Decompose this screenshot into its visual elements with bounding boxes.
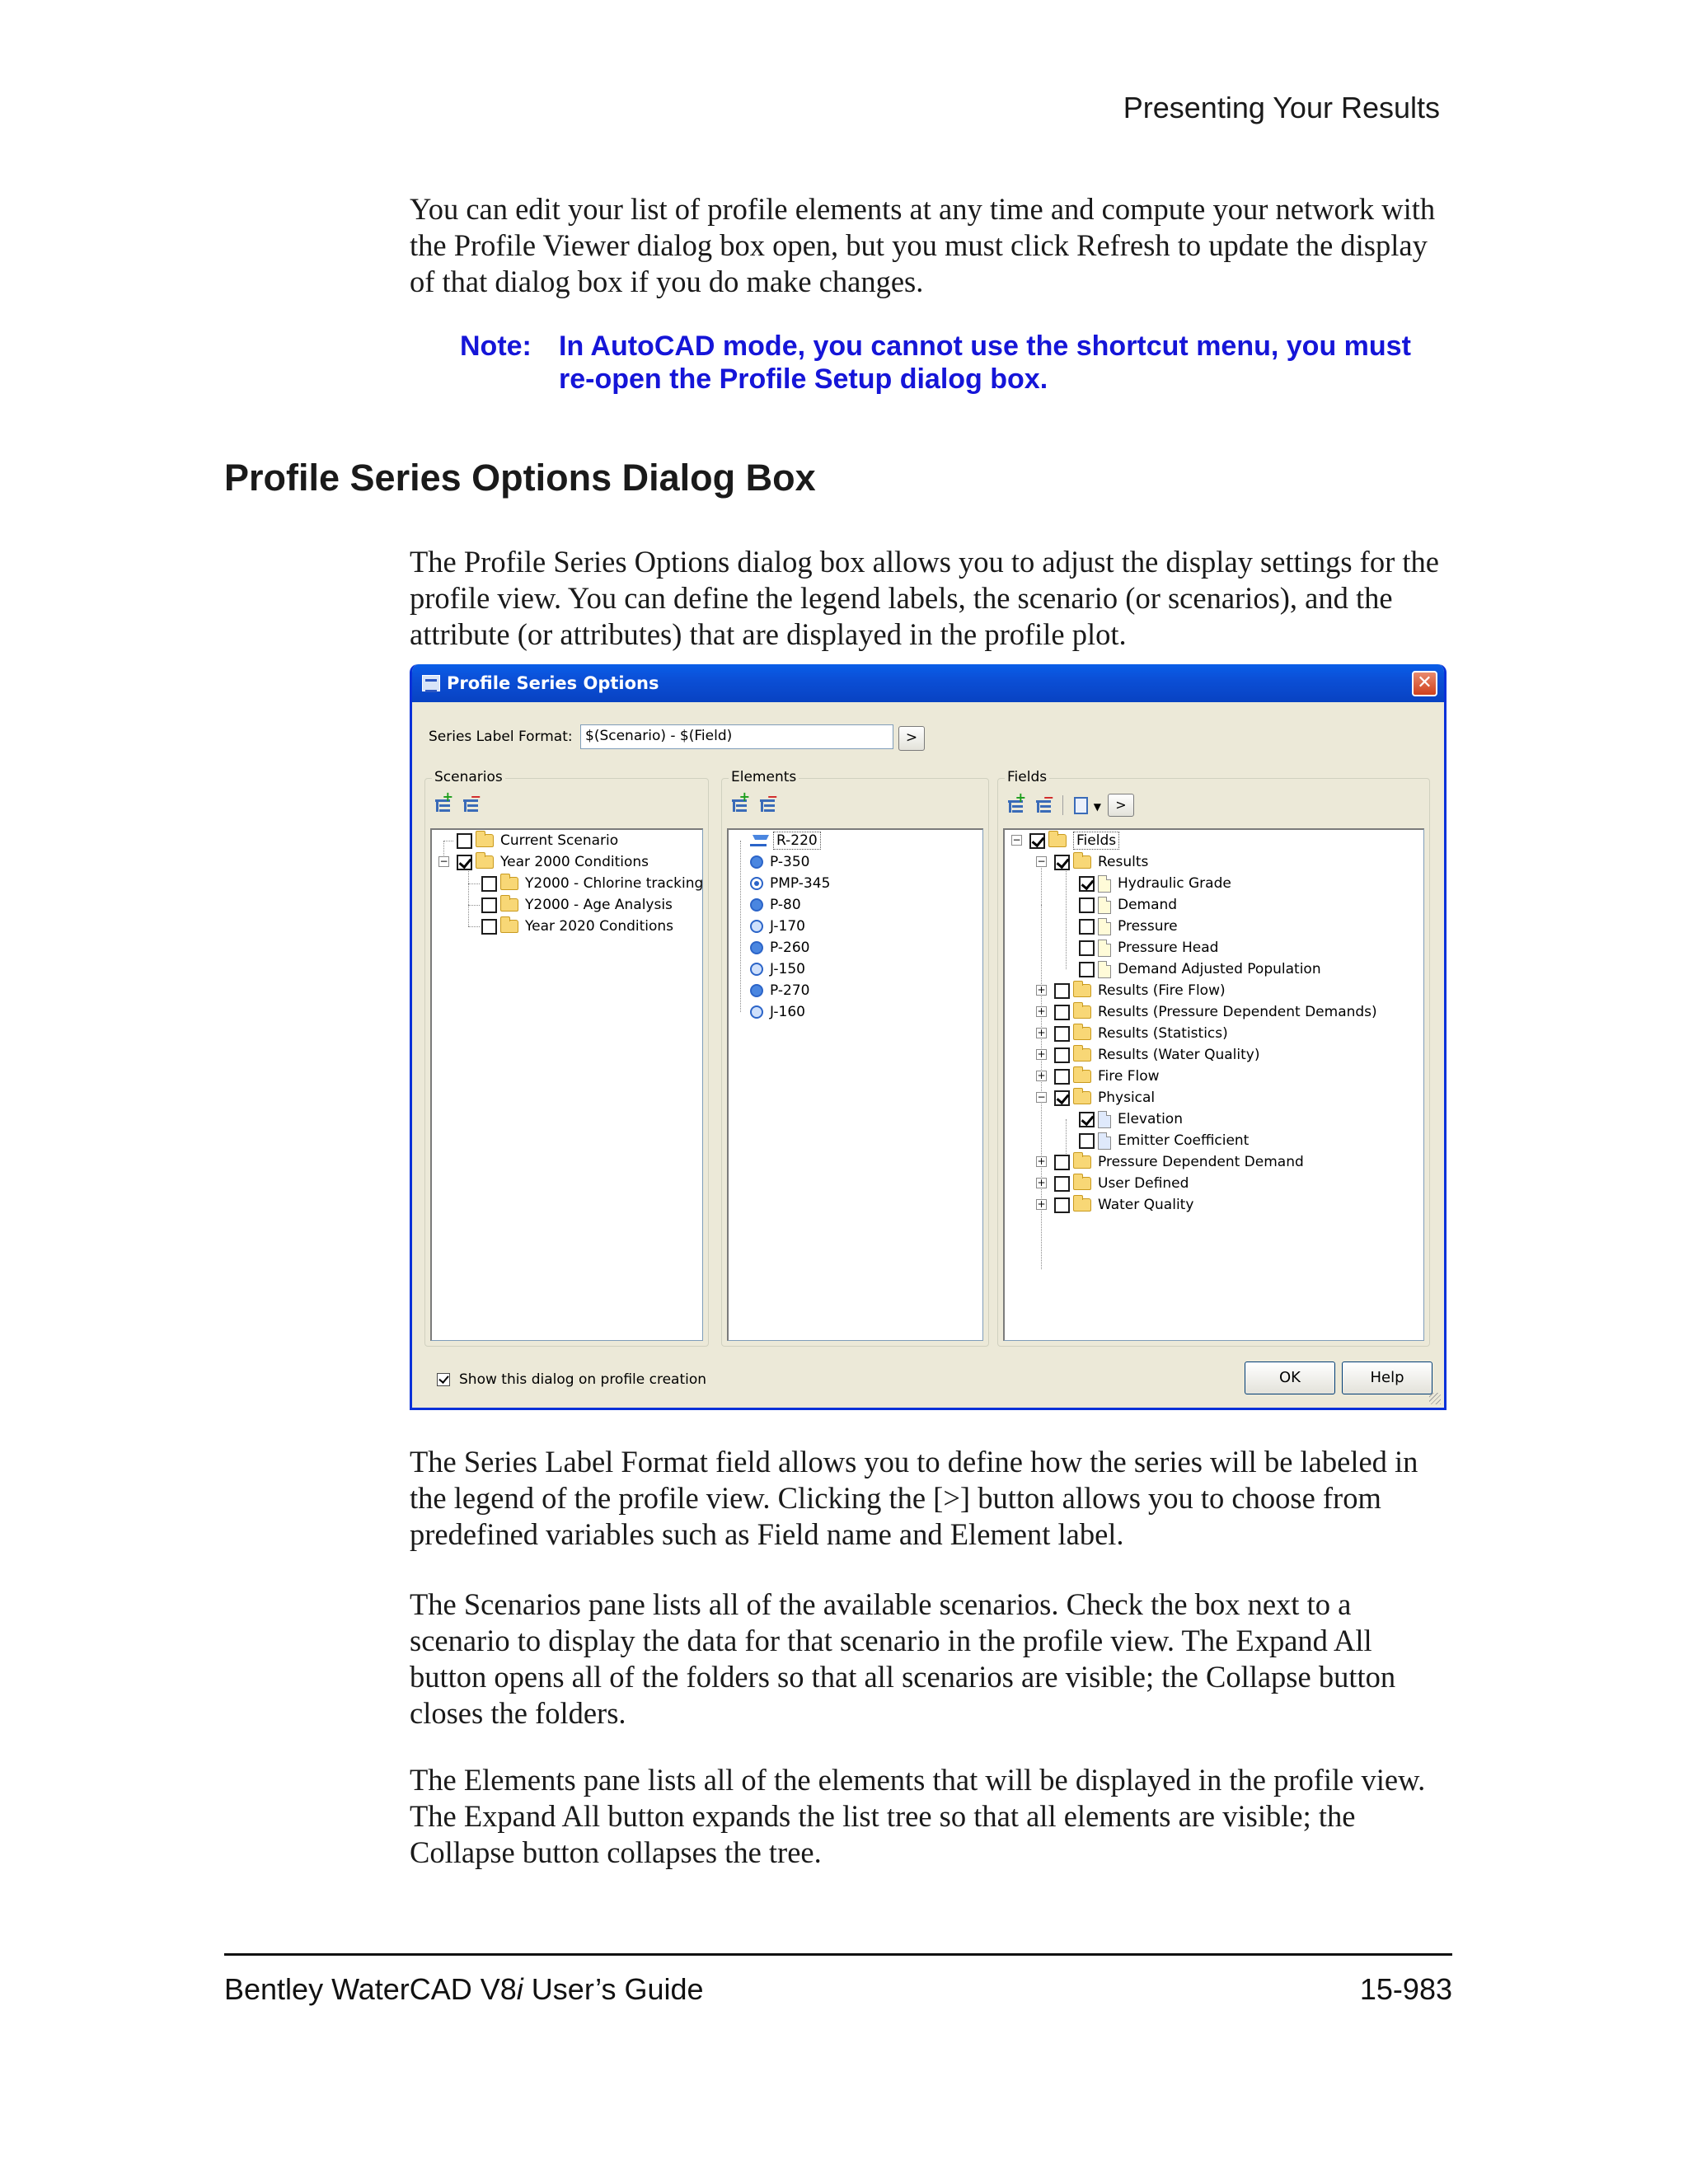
- checkbox[interactable]: [481, 919, 497, 935]
- field-label: Emitter Coefficient: [1118, 1132, 1250, 1149]
- expand-toggle-icon[interactable]: +: [1037, 1070, 1046, 1081]
- expand-all-icon[interactable]: +: [1005, 794, 1026, 816]
- checkbox[interactable]: [1054, 1155, 1070, 1170]
- scenario-label: Year 2000 Conditions: [500, 854, 649, 870]
- folder-icon: [500, 877, 518, 890]
- field-item[interactable]: [1054, 1194, 1193, 1216]
- elements-group: [721, 769, 989, 1347]
- checkbox[interactable]: [1079, 898, 1095, 913]
- scenario-label: Year 2020 Conditions: [525, 918, 674, 935]
- checkbox[interactable]: [1054, 1197, 1070, 1213]
- expand-toggle-icon[interactable]: +: [1037, 1048, 1046, 1060]
- section-heading: Profile Series Options Dialog Box: [224, 457, 816, 499]
- element-item[interactable]: [750, 894, 801, 916]
- document-icon: [1098, 897, 1111, 914]
- pipe-icon: [750, 855, 763, 869]
- element-label: P-270: [770, 982, 810, 999]
- checkbox[interactable]: [457, 833, 472, 849]
- collapse-toggle-icon[interactable]: −: [1037, 1091, 1046, 1103]
- scenarios-paragraph: The Scenarios pane lists all of the available scenarios. Check the box next to a scenario to display the data for that scenario in the profile view. The Expand All button opens all of the folders so that all scenarios are visible; the Collapse button closes the folders.: [410, 1587, 1396, 1730]
- element-item[interactable]: [750, 958, 805, 980]
- checkbox[interactable]: [1054, 855, 1070, 870]
- field-item[interactable]: [1079, 916, 1178, 937]
- note-block: [460, 330, 1449, 396]
- field-item[interactable]: [1079, 894, 1177, 916]
- intro-paragraph: You can edit your list of profile elements at any time and compute your network with the Profile Viewer dialog box open, but you must click Refresh to update the display of that dialog box if you do make changes.: [410, 192, 1436, 298]
- folder-icon: [1073, 855, 1091, 869]
- scenario-item[interactable]: [457, 830, 618, 851]
- expand-all-icon[interactable]: +: [432, 794, 453, 815]
- show-on-creation-label: Show this dialog on profile creation: [459, 1371, 707, 1388]
- element-item[interactable]: [750, 1001, 805, 1023]
- pipe-icon: [750, 898, 763, 912]
- field-label: Results (Statistics): [1098, 1025, 1228, 1042]
- element-item[interactable]: [750, 851, 809, 873]
- note-label: Note:: [460, 330, 532, 362]
- footer-guide-title: [224, 1972, 704, 2007]
- collapse-toggle-icon[interactable]: −: [1012, 834, 1021, 846]
- elements-toolbar: [729, 789, 778, 815]
- junction-icon: [750, 1005, 763, 1019]
- folder-icon: [476, 834, 494, 847]
- field-item[interactable]: [1079, 958, 1321, 980]
- series-label-format-label: Series Label Format:: [429, 729, 573, 745]
- document-icon: [1098, 961, 1111, 978]
- pump-icon: [750, 877, 763, 890]
- ok-button[interactable]: OK: [1245, 1361, 1335, 1394]
- field-item[interactable]: [1079, 937, 1218, 958]
- show-on-creation-checkbox[interactable]: [437, 1373, 450, 1386]
- field-label: Results (Fire Flow): [1098, 982, 1226, 999]
- scenario-item[interactable]: [481, 894, 673, 916]
- footer-rule: [224, 1953, 1452, 1956]
- dialog-title: Profile Series Options: [447, 673, 659, 693]
- field-label: User Defined: [1098, 1175, 1189, 1192]
- scenario-label: Y2000 - Chlorine tracking: [525, 875, 704, 892]
- field-label: Water Quality: [1098, 1197, 1194, 1213]
- document-icon: [1098, 1111, 1111, 1128]
- guide-title-main: Bentley WaterCAD V8: [224, 1972, 517, 2006]
- checkbox[interactable]: [1054, 1069, 1070, 1085]
- folder-icon: [1073, 1070, 1091, 1083]
- field-item[interactable]: [1054, 1151, 1304, 1173]
- element-label: P-80: [770, 897, 801, 913]
- checkbox[interactable]: [1054, 1090, 1070, 1106]
- scenarios-toolbar: [432, 789, 481, 815]
- running-header: Presenting Your Results: [1123, 91, 1440, 124]
- toolbar-separator: [1062, 795, 1063, 815]
- checkbox[interactable]: [1079, 940, 1095, 956]
- elements-tree[interactable]: [727, 828, 983, 1341]
- collapse-toggle-icon[interactable]: −: [1037, 855, 1046, 867]
- element-label: J-150: [770, 961, 805, 977]
- field-label: Elevation: [1118, 1111, 1183, 1127]
- folder-icon: [1073, 984, 1091, 997]
- checkbox[interactable]: [1054, 1026, 1070, 1042]
- document-icon: [1098, 1132, 1111, 1150]
- element-item[interactable]: [750, 980, 809, 1001]
- element-item[interactable]: [750, 937, 809, 958]
- expand-toggle-icon[interactable]: +: [1037, 1005, 1046, 1017]
- checkbox[interactable]: [1054, 1176, 1070, 1192]
- checkbox[interactable]: [457, 855, 472, 870]
- document-icon: [1098, 918, 1111, 935]
- profile-series-options-dialog: [410, 664, 1447, 1410]
- pipe-icon: [750, 941, 763, 954]
- pipe-icon: [750, 984, 763, 997]
- field-item[interactable]: [1079, 1130, 1249, 1151]
- guide-title-suffix: User’s Guide: [523, 1972, 704, 2006]
- element-label: P-260: [770, 940, 810, 956]
- checkbox[interactable]: [1054, 983, 1070, 999]
- folder-icon: [476, 855, 494, 869]
- checkbox[interactable]: [481, 898, 497, 913]
- element-label: P-350: [770, 854, 810, 870]
- checkbox[interactable]: [1054, 1005, 1070, 1020]
- scenarios-tree[interactable]: [430, 828, 703, 1341]
- field-item[interactable]: [1054, 1173, 1189, 1194]
- guide-title-italic: i: [516, 1972, 523, 2006]
- folder-icon: [1073, 1177, 1091, 1190]
- junction-icon: [750, 920, 763, 933]
- series-label-format-input[interactable]: $(Scenario) - $(Field): [580, 724, 893, 749]
- field-label: Demand Adjusted Population: [1118, 961, 1321, 977]
- field-item[interactable]: [1054, 1023, 1228, 1044]
- reservoir-icon: [750, 835, 767, 846]
- dialog-titlebar: [412, 664, 1444, 702]
- field-item[interactable]: [1079, 873, 1231, 894]
- folder-icon: [1073, 1198, 1091, 1212]
- scenario-item[interactable]: [481, 916, 673, 937]
- footer-page-number: 15-983: [1359, 1972, 1452, 2006]
- document-icon: [1098, 940, 1111, 957]
- folder-icon: [500, 898, 518, 912]
- app-icon: [422, 675, 440, 691]
- field-item[interactable]: [1054, 851, 1148, 873]
- series-label-paragraph: The Series Label Format field allows you to define how the series will be labeled in the legend of the profile view. Clicking the [>] button allows you to choose from predefined variables such as Field name and Element label.: [410, 1445, 1418, 1551]
- checkbox[interactable]: [1079, 1133, 1095, 1149]
- field-label: Fields: [1073, 832, 1119, 850]
- scenario-item[interactable]: [481, 873, 703, 894]
- field-item[interactable]: [1029, 830, 1119, 851]
- collapse-icon[interactable]: −: [1033, 794, 1054, 816]
- fields-group: [997, 769, 1430, 1347]
- expand-toggle-icon[interactable]: +: [1037, 984, 1046, 996]
- field-label: Physical: [1098, 1090, 1156, 1106]
- field-label: Pressure: [1118, 918, 1178, 935]
- collapse-icon[interactable]: −: [757, 794, 778, 815]
- folder-icon: [1048, 834, 1067, 847]
- element-item[interactable]: [750, 916, 805, 937]
- field-label: Results (Pressure Dependent Demands): [1098, 1004, 1377, 1020]
- elements-paragraph: The Elements pane lists all of the elements that will be displayed in the profile view. The Expand All button expands the list tree so that all elements are visible; the Collapse button collapses the tree.: [410, 1763, 1426, 1869]
- field-label: Fire Flow: [1098, 1068, 1160, 1085]
- resize-grip-icon[interactable]: [1429, 1393, 1441, 1404]
- document-icon: [1098, 875, 1111, 893]
- fields-legend: Fields: [1005, 769, 1049, 785]
- junction-icon: [750, 963, 763, 976]
- note-text: In AutoCAD mode, you cannot use the shortcut menu, you must re-open the Profile Setup dialog box.: [559, 330, 1411, 395]
- fields-menu-button[interactable]: >: [1108, 794, 1134, 817]
- folder-icon: [1073, 1048, 1091, 1062]
- folder-icon: [1073, 1027, 1091, 1040]
- checkbox[interactable]: [1054, 1047, 1070, 1063]
- checkbox[interactable]: [481, 876, 497, 892]
- collapse-toggle-icon[interactable]: −: [439, 855, 448, 867]
- expand-all-icon[interactable]: +: [729, 794, 750, 815]
- scenario-label: Y2000 - Age Analysis: [525, 897, 673, 913]
- folder-icon: [500, 920, 518, 933]
- checkbox[interactable]: [1079, 1112, 1095, 1127]
- copy-dropdown-icon[interactable]: ▼: [1071, 794, 1101, 816]
- field-label: Results: [1098, 854, 1149, 870]
- element-label: PMP-345: [770, 875, 831, 892]
- element-item[interactable]: [750, 830, 821, 851]
- field-item[interactable]: [1054, 1066, 1160, 1087]
- expand-toggle-icon[interactable]: +: [1037, 1155, 1046, 1167]
- section-intro-paragraph: The Profile Series Options dialog box allows you to adjust the display settings for the profile view. You can define the legend labels, the scenario (or scenarios), and the attribute (or attributes) that are displayed in the profile plot.: [410, 545, 1439, 651]
- folder-icon: [1073, 1155, 1091, 1169]
- help-button[interactable]: Help: [1342, 1361, 1432, 1394]
- element-item[interactable]: [750, 873, 830, 894]
- field-label: Pressure Head: [1118, 940, 1219, 956]
- field-label: Results (Water Quality): [1098, 1047, 1260, 1063]
- scenarios-group: [424, 769, 709, 1347]
- folder-icon: [1073, 1005, 1091, 1019]
- folder-icon: [1073, 1091, 1091, 1104]
- elements-legend: Elements: [729, 769, 799, 785]
- field-item[interactable]: [1054, 1044, 1259, 1066]
- expand-toggle-icon[interactable]: +: [1037, 1198, 1046, 1210]
- expand-toggle-icon[interactable]: +: [1037, 1177, 1046, 1188]
- expand-toggle-icon[interactable]: +: [1037, 1027, 1046, 1038]
- fields-toolbar: [1005, 790, 1134, 817]
- element-label: J-170: [770, 918, 805, 935]
- element-label: J-160: [770, 1004, 805, 1020]
- series-label-variables-button[interactable]: >: [898, 726, 925, 751]
- field-label: Pressure Dependent Demand: [1098, 1154, 1304, 1170]
- collapse-icon[interactable]: −: [460, 794, 481, 815]
- field-label: Hydraulic Grade: [1118, 875, 1231, 892]
- close-button[interactable]: ✕: [1412, 671, 1437, 696]
- fields-tree[interactable]: [1003, 828, 1424, 1341]
- field-item[interactable]: [1054, 1001, 1377, 1023]
- scenario-label: Current Scenario: [500, 832, 619, 849]
- scenario-item[interactable]: [457, 851, 649, 873]
- checkbox[interactable]: [1079, 876, 1095, 892]
- checkbox[interactable]: [1029, 833, 1045, 849]
- scenarios-legend: Scenarios: [432, 769, 505, 785]
- checkbox[interactable]: [1079, 962, 1095, 977]
- checkbox[interactable]: [1079, 919, 1095, 935]
- field-item[interactable]: [1054, 1087, 1155, 1108]
- field-item[interactable]: [1079, 1108, 1183, 1130]
- field-label: Demand: [1118, 897, 1178, 913]
- element-label: R-220: [773, 832, 821, 850]
- field-item[interactable]: [1054, 980, 1226, 1001]
